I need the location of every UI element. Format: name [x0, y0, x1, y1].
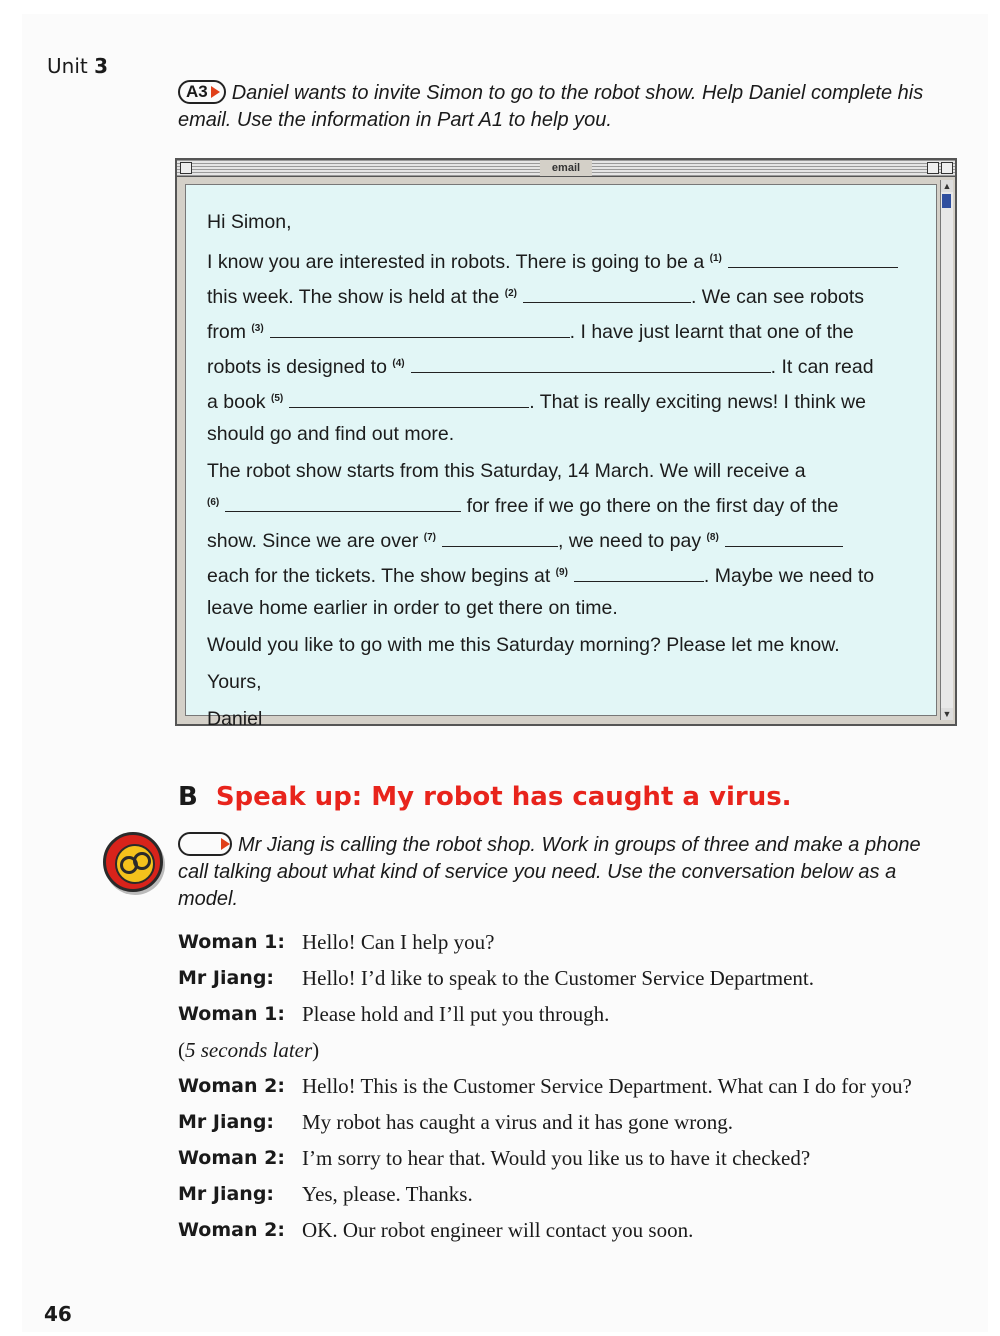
a3-instruction-block	[178, 80, 968, 134]
dialogue-line: Please hold and I’ll put you through.	[302, 1002, 610, 1026]
dialogue-line: OK. Our robot engineer will contact you soon.	[302, 1218, 694, 1242]
dialogue-row	[178, 1216, 958, 1244]
play-arrow-icon	[221, 838, 230, 850]
zoom-box-icon[interactable]	[927, 162, 939, 174]
collapse-box-icon[interactable]	[941, 162, 953, 174]
unit-header	[47, 54, 108, 78]
email-paragraph-3: Would you like to go with me this Saturday morning? Please let me know.	[207, 634, 840, 656]
email-text: . I have just learnt that one of the	[569, 321, 854, 343]
email-text: a book	[207, 391, 266, 413]
blank-number: (1)	[709, 253, 722, 264]
email-paragraph-1	[207, 243, 907, 450]
speaker-label: Woman 2:	[178, 1147, 285, 1169]
email-text: . Maybe we need to	[703, 565, 875, 587]
section-b-instruction: Mr Jiang is calling the robot shop. Work in groups of three and make a phone call talking about what kind of service you need. Use the conversation below as a model.	[178, 834, 921, 910]
play-arrow-icon	[211, 86, 220, 98]
dialogue-row	[178, 964, 958, 992]
blank-number: (6)	[207, 497, 220, 508]
blank-number: (9)	[555, 567, 568, 578]
dialogue-row	[178, 1180, 958, 1208]
blank-9[interactable]	[574, 561, 704, 582]
section-b-heading	[178, 782, 792, 812]
section-title: Speak up: My robot has caught a virus.	[215, 782, 792, 812]
dialogue-row	[178, 1108, 958, 1136]
blank-number: (5)	[270, 393, 284, 404]
unit-number: 3	[94, 54, 108, 78]
unit-label: Unit	[47, 54, 88, 78]
blank-number: (8)	[706, 532, 719, 543]
dialogue-line: Hello! This is the Customer Service Department. What can I do for you?	[302, 1074, 912, 1098]
email-text: leave home earlier in order to get there on time.	[207, 597, 618, 619]
blank-8[interactable]	[725, 526, 843, 547]
blank-6[interactable]	[225, 491, 461, 512]
scroll-up-arrow-icon[interactable]: ▲	[942, 181, 952, 191]
aside-paren: (	[178, 1038, 185, 1062]
section-b-instruction-block	[178, 832, 938, 913]
blank-4[interactable]	[411, 352, 771, 373]
speaker-label: Mr Jiang:	[178, 1111, 275, 1133]
email-text: I know you are interested in robots. There is going to be a	[207, 251, 705, 273]
blank-3[interactable]	[270, 317, 570, 338]
email-window-title: email	[540, 160, 592, 176]
email-signature: Daniel	[207, 708, 263, 730]
a3-badge-label: A3	[186, 81, 208, 101]
speaker-label: Woman 2:	[178, 1219, 285, 1241]
blank-number: (3)	[251, 323, 264, 334]
email-text: , we need to pay	[558, 530, 702, 552]
aside-text: 5 seconds later	[185, 1038, 313, 1062]
a3-instruction: Daniel wants to invite Simon to go to the robot show. Help Daniel complete his email. Use the information in Part A1 to help you.	[178, 82, 924, 131]
email-content	[207, 206, 907, 740]
audio-badge	[178, 832, 232, 856]
dialogue-row	[178, 1000, 958, 1028]
section-letter: B	[178, 782, 198, 812]
a3-badge	[178, 80, 226, 104]
blank-number: (7)	[423, 532, 437, 543]
stage-direction	[178, 1036, 958, 1064]
scroll-thumb[interactable]	[942, 194, 951, 208]
email-text: . That is really exciting news! I think we	[529, 391, 866, 413]
blank-7[interactable]	[442, 526, 558, 547]
blank-number: (2)	[504, 288, 517, 299]
email-paragraph-2	[207, 455, 907, 624]
blank-number: (4)	[392, 358, 405, 369]
email-text: The robot show starts from this Saturday, 14 March. We will receive a	[207, 460, 806, 482]
blank-1[interactable]	[728, 247, 898, 268]
dialogue	[178, 928, 958, 1252]
email-text: . It can read	[770, 356, 874, 378]
email-text: should go and find out more.	[207, 423, 455, 445]
blank-5[interactable]	[289, 387, 529, 408]
email-text: from	[207, 321, 246, 343]
email-text: . We can see robots	[690, 286, 865, 308]
dialogue-line: My robot has caught a virus and it has gone wrong.	[302, 1110, 734, 1134]
email-titlebar	[177, 160, 955, 177]
speaker-label: Woman 2:	[178, 1075, 285, 1097]
speaker-label: Woman 1:	[178, 1003, 285, 1025]
dialogue-row	[178, 1072, 958, 1100]
email-text: each for the tickets. The show begins at	[207, 565, 551, 587]
dialogue-row	[178, 1144, 958, 1172]
dialogue-row	[178, 928, 958, 956]
speaker-label: Woman 1:	[178, 931, 285, 953]
email-greeting: Hi Simon,	[207, 211, 292, 233]
email-text: this week. The show is held at the	[207, 286, 500, 308]
scroll-down-arrow-icon[interactable]: ▼	[942, 709, 952, 719]
email-scrollbar[interactable]	[940, 180, 953, 720]
dialogue-line: I’m sorry to hear that. Would you like us to have it checked?	[302, 1146, 811, 1170]
dialogue-line: Hello! Can I help you?	[302, 930, 495, 954]
page-number: 46	[44, 1302, 72, 1326]
telephone-icon	[103, 832, 163, 892]
email-text: robots is designed to	[207, 356, 387, 378]
email-text: for free if we go there on the first day of the	[466, 495, 839, 517]
close-box-icon[interactable]	[180, 162, 192, 174]
email-closing: Yours,	[207, 671, 262, 693]
dialogue-line: Yes, please. Thanks.	[302, 1182, 473, 1206]
speaker-label: Mr Jiang:	[178, 1183, 275, 1205]
blank-2[interactable]	[523, 282, 691, 303]
aside-paren: )	[312, 1038, 320, 1062]
dialogue-line: Hello! I’d like to speak to the Customer Service Department.	[302, 966, 815, 990]
email-text: show. Since we are over	[207, 530, 419, 552]
speaker-label: Mr Jiang:	[178, 967, 275, 989]
